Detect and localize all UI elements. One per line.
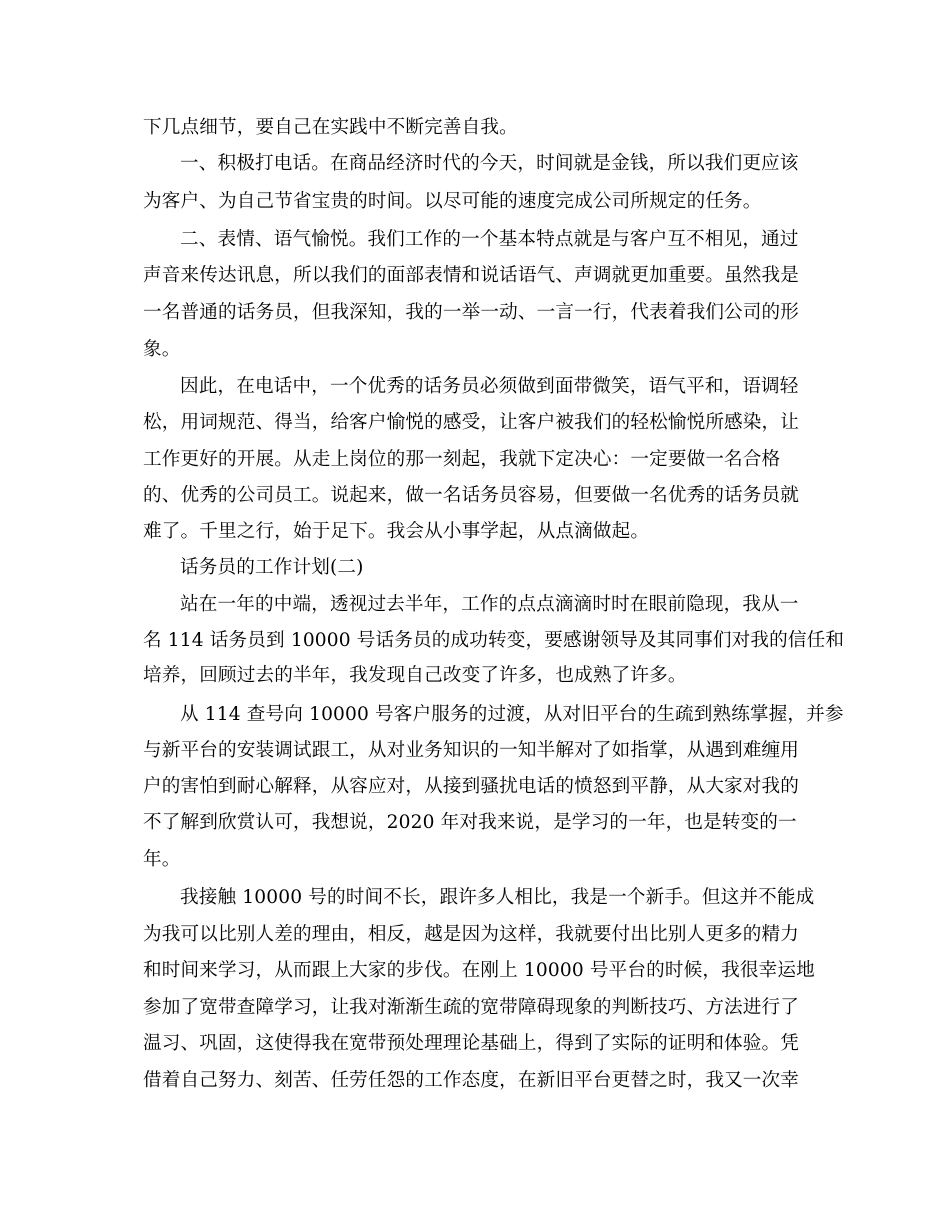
text-line: 为客户、为自己节省宝贵的时间。以尽可能的速度完成公司所规定的任务。 — [143, 191, 762, 212]
text-line: 年。 — [143, 849, 181, 870]
text-line: 与新平台的安装调试跟工，从对业务知识的一知半解对了如指掌，从遇到难缠用 — [143, 740, 800, 761]
text-line: 和时间来学习，从而跟上大家的步伐。在刚上 10000 号平台的时候，我很幸运地 — [143, 960, 815, 981]
text-line: 声音来传达讯息，所以我们的面部表情和说话语气、声调就更加重要。虽然我是 — [143, 265, 800, 286]
text-line: 难了。千里之行，始于足下。我会从小事学起，从点滴做起。 — [143, 521, 650, 542]
text-line: 下几点细节，要自己在实践中不断完善自我。 — [143, 117, 518, 138]
text-line: 工作更好的开展。从走上岗位的那一刻起，我就下定决心：一定要做一名合格 — [143, 449, 781, 470]
text-line: 一名普通的话务员，但我深知，我的一举一动、一言一行，代表着我们公司的形 — [143, 302, 800, 323]
text-line: 一、积极打电话。在商品经济时代的今天，时间就是金钱，所以我们更应该 — [180, 153, 799, 174]
text-line: 培养，回顾过去的半年，我发现自己改变了许多，也成熟了许多。 — [143, 665, 687, 686]
text-line: 我接触 10000 号的时间不长，跟许多人相比，我是一个新手。但这并不能成 — [180, 887, 815, 908]
text-line: 参加了宽带查障学习，让我对渐渐生疏的宽带障碍现象的判断技巧、方法进行了 — [143, 997, 800, 1018]
text-line: 名 114 话务员到 10000 号话务员的成功转变，要感谢领导及其同事们对我的信任和 — [143, 630, 845, 651]
text-line: 户的害怕到耐心解释，从容应对，从接到骚扰电话的愤怒到平静，从大家对我的 — [143, 776, 800, 797]
text-line: 温习、巩固，这使得我在宽带预处理理论基础上，得到了实际的证明和体验。凭 — [143, 1033, 800, 1054]
text-line: 借着自己努力、刻苦、任劳任怨的工作态度，在新旧平台更替之时，我又一次幸 — [143, 1070, 800, 1091]
text-line: 松，用词规范、得当，给客户愉悦的感受，让客户被我们的轻松愉悦所感染，让 — [143, 412, 800, 433]
text-line: 从 114 查号向 10000 号客户服务的过渡，从对旧平台的生疏到熟练掌握，并参 — [180, 704, 844, 725]
text-line: 因此，在电话中，一个优秀的话务员必须做到面带微笑，语气平和，语调轻 — [180, 376, 799, 397]
text-line: 不了解到欣赏认可，我想说，2020 年对我来说，是学习的一年，也是转变的一 — [143, 812, 797, 833]
text-line: 二、表情、语气愉悦。我们工作的一个基本特点就是与客户互不相见，通过 — [180, 229, 799, 250]
text-line: 象。 — [143, 339, 181, 360]
text-line: 的、优秀的公司员工。说起来，做一名话务员容易，但要做一名优秀的话务员就 — [143, 485, 800, 506]
section-heading: 话务员的工作计划(二) — [180, 557, 364, 578]
text-line: 为我可以比别人差的理由，相反，越是因为这样，我就要付出比别人更多的精力 — [143, 924, 800, 945]
text-line: 站在一年的中端，透视过去半年，工作的点点滴滴时时在眼前隐现，我从一 — [180, 594, 799, 615]
